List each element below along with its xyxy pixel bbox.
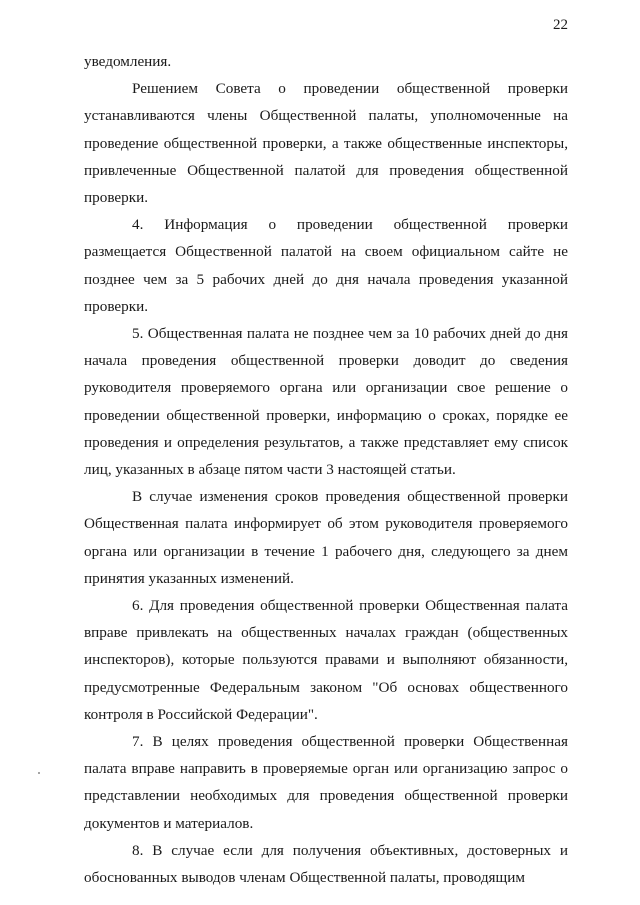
paragraph-5-change-of-terms: В случае изменения сроков проведения общественной проверки Общественная палата информирует об этом руководителя проверяемого органа или организации в течение 1 рабочего дня, следующего за днем принятия указанных изменений. [84, 488, 568, 587]
paragraph-8: 8. В случае если для получения объективных, достоверных и обоснованных выводов членам Общественной палаты, проводящим [84, 841, 568, 887]
scan-speck [38, 772, 40, 774]
paragraph-continuation: уведомления. [84, 53, 172, 70]
paragraph-5: 5. Общественная палата не позднее чем за 10 рабочих дней до дня начала проведения общественной проверки доводит до сведения руководителя проверяемого органа или организации свое решение о проведении общественной проверки, информацию о сроках, порядке ее проведения и определения результатов, а также представляет ему список лиц, указанных в абзаце пятом части 3 настоящей статьи. [84, 325, 568, 479]
paragraph-6: 6. Для проведения общественной проверки Общественная палата вправе привлекать на общественных началах граждан (общественных инспекторов), которые пользуются правами и выполняют обязанности, предусмотренные Федеральным законом "Об основах общественного контроля в Российской Федерации". [84, 597, 568, 723]
paragraph-4: 4. Информация о проведении общественной проверки размещается Общественной палатой на своем официальном сайте не позднее чем за 5 рабочих дней до дня начала проведения указанной проверки. [84, 216, 568, 315]
paragraph-7: 7. В целях проведения общественной проверки Общественная палата вправе направить в проверяемые орган или организацию запрос о представлении необходимых для проведения общественной проверки документов и материалов. [84, 733, 568, 832]
page-number: 22 [553, 17, 568, 33]
paragraph-council-decision: Решением Совета о проведении общественной проверки устанавливаются члены Общественной палаты, уполномоченные на проведение общественной проверки, а также общественные инспекторы, привлеченные Общественной палатой для проведения общественной проверки. [84, 80, 568, 207]
document-body [84, 48, 568, 891]
